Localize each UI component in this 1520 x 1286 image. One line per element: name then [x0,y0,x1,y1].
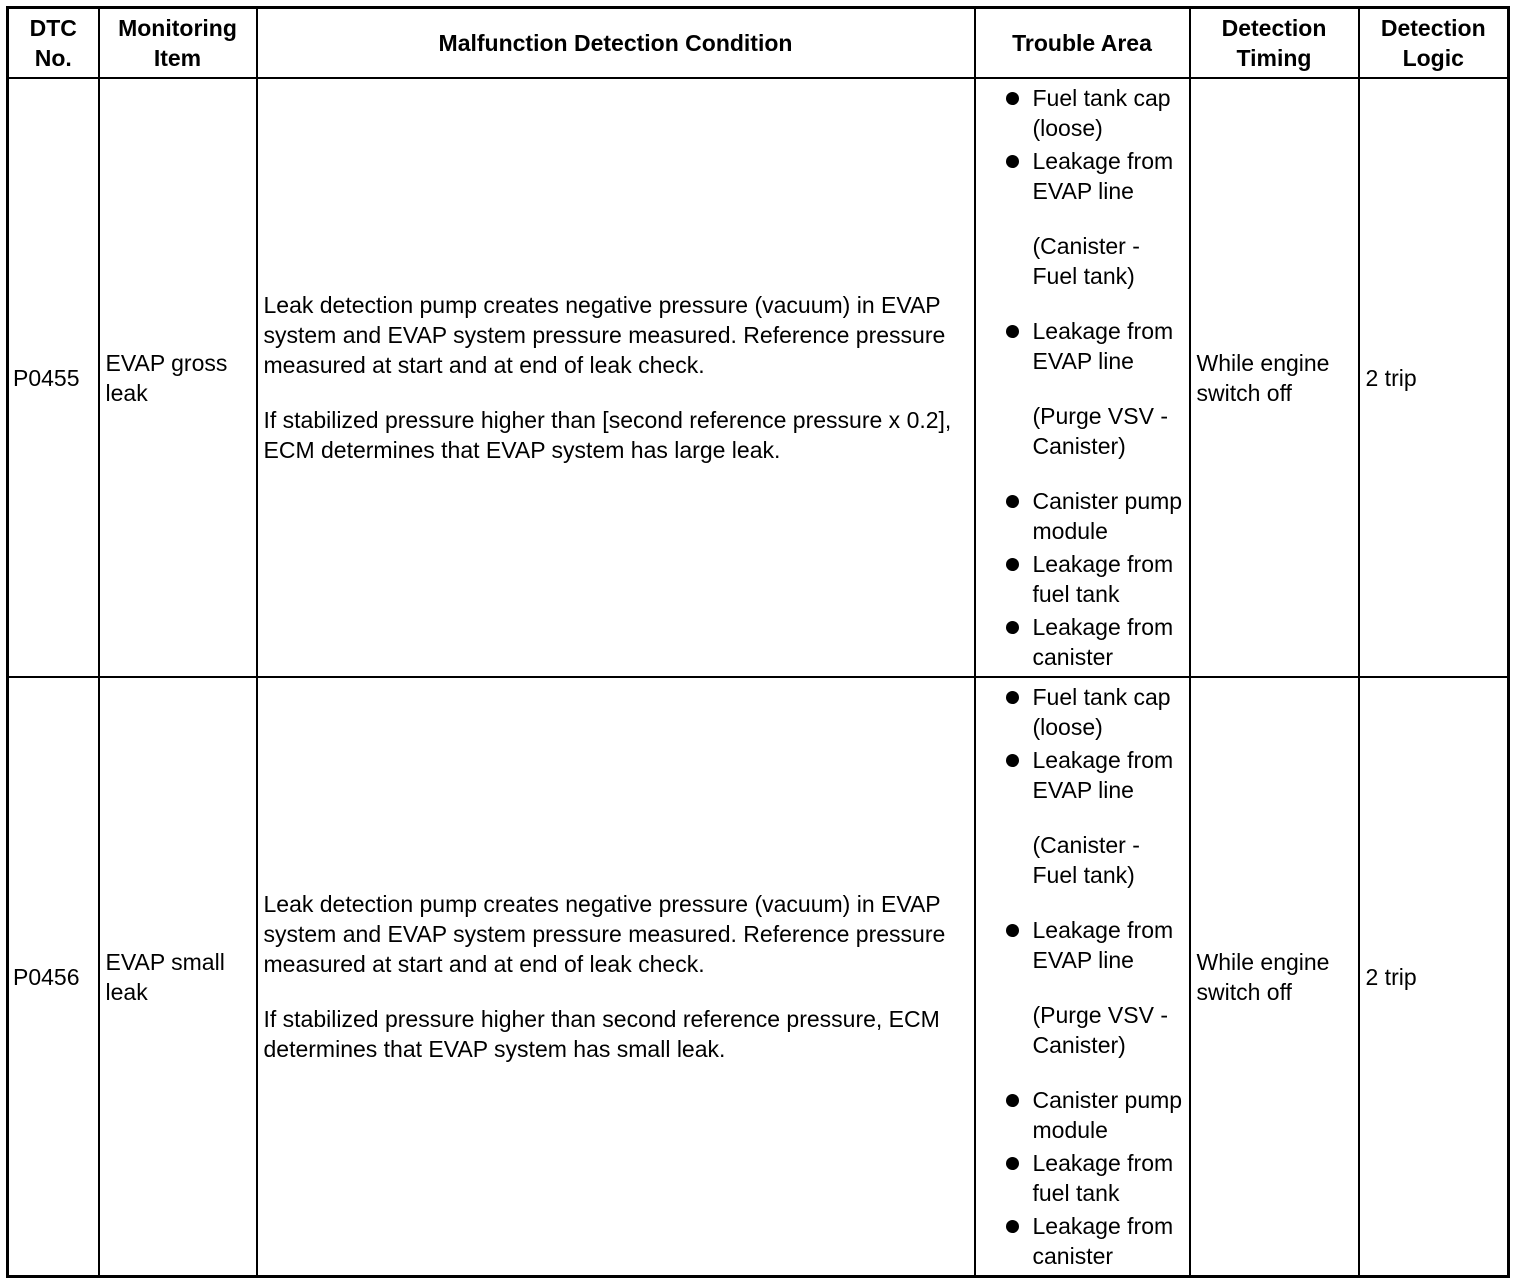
trouble-area-note: (Purge VSV - Canister) [1032,403,1168,459]
trouble-area-item: Fuel tank cap (loose) [982,682,1185,742]
detection-condition [257,677,975,1277]
header-monitoring-item: Monitoring Item [99,8,257,79]
table-row [8,677,1509,1277]
trouble-area-item: Fuel tank cap (loose) [982,83,1185,143]
trouble-area-item: Canister pump module [982,1085,1185,1145]
trouble-area-note: (Purge VSV - Canister) [1032,1002,1168,1058]
dtc-code: P0456 [8,677,99,1277]
detection-logic: 2 trip [1359,78,1509,677]
detection-condition [257,78,975,677]
trouble-area-item: Leakage from canister [982,612,1185,672]
monitoring-item: EVAP gross leak [99,78,257,677]
condition-paragraph: If stabilized pressure higher than second reference pressure, ECM determines that EVAP system has small leak. [263,1006,940,1062]
detection-timing: While engine switch off [1190,78,1359,677]
trouble-area-item: Leakage from EVAP line [982,915,1185,975]
trouble-area-note: (Canister - Fuel tank) [1032,233,1140,289]
table-row [8,78,1509,677]
header-detection-logic: Detection Logic [1359,8,1509,79]
condition-paragraph: If stabilized pressure higher than [second reference pressure x 0.2], ECM determines that EVAP system has large leak. [263,407,952,463]
header-row [8,8,1509,79]
trouble-area-item: Leakage from fuel tank [982,549,1185,609]
header-trouble-area: Trouble Area [975,8,1190,79]
trouble-area [975,677,1190,1277]
detection-logic: 2 trip [1359,677,1509,1277]
trouble-area-item: Leakage from fuel tank [982,1148,1185,1208]
trouble-area-note: (Canister - Fuel tank) [1032,832,1140,888]
trouble-area-item: Leakage from EVAP line [982,745,1185,805]
condition-paragraph: Leak detection pump creates negative pressure (vacuum) in EVAP system and EVAP system pressure measured. Reference pressure measured at start and at end of leak check. [263,292,946,378]
header-dtc-no: DTC No. [8,8,99,79]
trouble-area-list [982,83,1185,672]
header-detection-timing: Detection Timing [1190,8,1359,79]
trouble-area-item: Leakage from EVAP line [982,316,1185,376]
detection-timing: While engine switch off [1190,677,1359,1277]
dtc-code: P0455 [8,78,99,677]
trouble-area-item: Canister pump module [982,486,1185,546]
trouble-area [975,78,1190,677]
condition-paragraph: Leak detection pump creates negative pressure (vacuum) in EVAP system and EVAP system pressure measured. Reference pressure measured at start and at end of leak check. [263,891,946,977]
trouble-area-item: Leakage from EVAP line [982,146,1185,206]
dtc-table [6,6,1510,1278]
monitoring-item: EVAP small leak [99,677,257,1277]
trouble-area-list [982,682,1185,1271]
header-malfunction-condition: Malfunction Detection Condition [257,8,975,79]
trouble-area-item: Leakage from canister [982,1211,1185,1271]
